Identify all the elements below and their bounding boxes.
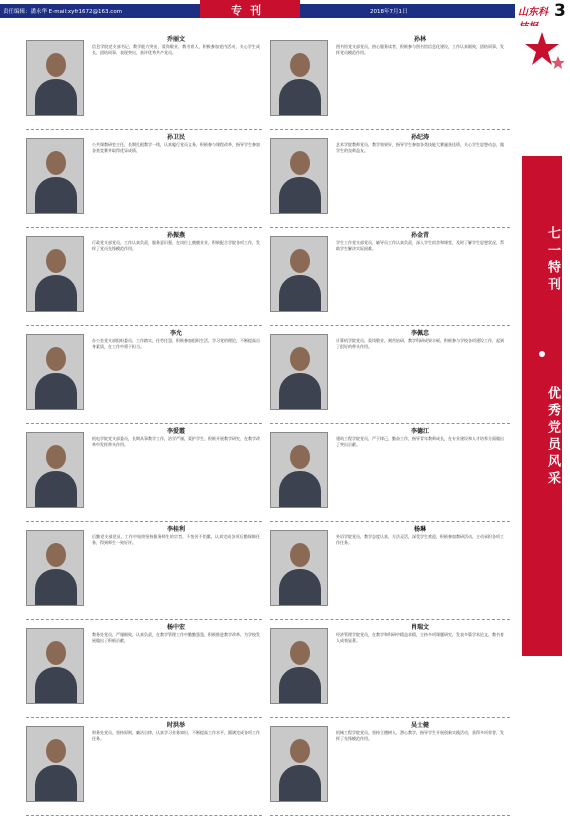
editor-info: 责任编辑：潘永华 E-mail:xyfr1672@163.com — [3, 9, 123, 15]
profile-bio: 建筑工程学院党员，严于律己，勤奋工作，指导青年教师成长，在专业建设和人才培养方面做出了突出贡献。 — [336, 436, 504, 448]
profile-bio: 计算机学院党员，爱岗敬业，刻苦钻研，教学科研成果丰硕，积极参与学校各项建设工作，起到了很好的带头作用。 — [336, 338, 504, 350]
profile-name: 孙纪涛 — [410, 134, 429, 141]
portrait-photo — [270, 138, 328, 214]
profile-card — [270, 718, 510, 816]
portrait-body — [279, 569, 321, 606]
portrait-photo — [26, 40, 84, 116]
portrait-head — [290, 347, 310, 371]
card-divider — [26, 815, 262, 816]
profile-name: 李桂利 — [166, 526, 185, 533]
profile-card — [26, 620, 262, 718]
profile-card — [270, 130, 510, 228]
profile-name: 杨中宏 — [166, 624, 185, 631]
profile-name: 孙振燕 — [166, 232, 185, 239]
portrait-head — [46, 53, 66, 77]
profile-name: 李德江 — [410, 428, 429, 435]
portrait-photo — [270, 334, 328, 410]
portrait-photo — [26, 334, 84, 410]
portrait-head — [290, 543, 310, 567]
portrait-body — [279, 765, 321, 802]
portrait-head — [290, 641, 310, 665]
profile-name: 李允 — [169, 330, 182, 337]
profile-bio: 机电学院党支部委员，长期从事教学工作，治学严谨，爱护学生，积极开展教学研究，在教学改革中发挥带头作用。 — [92, 436, 260, 448]
profile-name: 乔丽文 — [166, 36, 185, 43]
profile-bio: 财务处党员，坚持原则，廉洁自律，认真学习业务知识，不断提高工作水平，圆满完成各项工作任务。 — [92, 730, 260, 742]
portrait-head — [290, 445, 310, 469]
profile-card — [26, 424, 262, 522]
portrait-head — [46, 347, 66, 371]
portrait-photo — [26, 432, 84, 508]
portrait-body — [279, 471, 321, 508]
portrait-head — [46, 543, 66, 567]
portrait-body — [35, 765, 77, 802]
sidebar-title-band — [522, 156, 562, 656]
portrait-photo — [270, 432, 328, 508]
left-column — [26, 32, 262, 816]
portrait-photo — [270, 236, 328, 312]
card-divider — [270, 815, 510, 816]
profile-bio: 公共课教研室主任，长期扎根教学一线，认真履行党员义务，积极参与课程改革，指导学生参加各类竞赛并取得优异成绩。 — [92, 142, 260, 154]
portrait-photo — [270, 628, 328, 704]
portrait-body — [35, 79, 77, 116]
portrait-photo — [270, 40, 328, 116]
page-header — [0, 0, 570, 26]
issue-date: 2018年7月1日 — [370, 9, 408, 15]
portrait-head — [46, 739, 66, 763]
portrait-head — [46, 151, 66, 175]
portrait-body — [35, 471, 77, 508]
profile-name: 杨琳 — [413, 526, 426, 533]
profile-name: 李佩忠 — [410, 330, 429, 337]
portrait-photo — [270, 726, 328, 802]
portrait-body — [279, 373, 321, 410]
header-info-bar — [0, 4, 200, 18]
profile-card — [26, 718, 262, 816]
profile-bio: 艺术学院教师党员，教学效果好，指导学生参加各类技能大赛屡获佳绩，关心学生思想动态，做学生的良师益友。 — [336, 142, 504, 154]
profile-bio: 经济管理学院党员，在教学和科研中精益求精，主持多项课题研究，发表多篇学术论文，教书育人成效显著。 — [336, 632, 504, 644]
portrait-photo — [26, 726, 84, 802]
section-label: 专刊 — [231, 4, 269, 17]
profile-card — [270, 228, 510, 326]
profile-bio: 行政党支部党员，工作认真负责，服务意识强，在岗位上兢兢业业，积极配合学院各项工作，发挥了党员先锋模范作用。 — [92, 240, 260, 252]
profile-card — [26, 522, 262, 620]
portrait-body — [35, 667, 77, 704]
profile-bio: 图书馆党支部党员，热心服务读者，积极参与图书馆信息化建设，工作认真细致，团结同事，发挥党员模范作用。 — [336, 44, 504, 56]
section-label-box — [200, 0, 300, 18]
portrait-head — [290, 249, 310, 273]
title-separator-dot — [539, 351, 545, 357]
portrait-photo — [26, 530, 84, 606]
sidebar-subtitle: 优秀党员风采 — [545, 386, 560, 488]
profile-card — [270, 326, 510, 424]
portrait-body — [35, 275, 77, 312]
profile-card — [26, 228, 262, 326]
sidebar — [514, 26, 570, 820]
portrait-head — [290, 739, 310, 763]
profile-bio: 外语学院党员，教学态度认真，方法灵活，深受学生欢迎，积极参加教研活动，主动承担各项工作任务。 — [336, 534, 504, 546]
header-date-bar — [300, 4, 515, 18]
sidebar-title: 七一特刊 — [545, 226, 560, 294]
profile-card — [270, 620, 510, 718]
profile-card — [26, 130, 262, 228]
profile-bio: 办公室党支部组织委员，工作踏实，任劳任怨，积极参加组织生活，学习党的理论，不断提高自身素质，在工作中勇于担当。 — [92, 338, 260, 350]
profile-bio: 学生工作党支部党员，辅导员工作认真负责，深入学生宿舍和课堂，及时了解学生思想状况，帮助学生解决实际困难。 — [336, 240, 504, 252]
profile-name: 肖瑞文 — [410, 624, 429, 631]
portrait-body — [279, 275, 321, 312]
profile-name: 李爱霞 — [166, 428, 185, 435]
profile-name: 孙林 — [413, 36, 426, 43]
portrait-body — [279, 177, 321, 214]
profile-bio: 后勤党支部党员，工作中始终坚持服务师生的宗旨，不怕苦不怕累，认真完成各项后勤保障任务，得到师生一致好评。 — [92, 534, 260, 546]
portrait-head — [46, 641, 66, 665]
portrait-body — [35, 569, 77, 606]
profile-bio: 信息学院党支部书记，教学能力突出，爱岗敬业，教书育人，积极参加党内活动，关心学生成长，团结同事，表现突出，获评优秀共产党员。 — [92, 44, 260, 56]
portrait-photo — [26, 236, 84, 312]
profile-name: 孙金青 — [410, 232, 429, 239]
profile-card — [270, 522, 510, 620]
portrait-photo — [26, 138, 84, 214]
profile-card — [26, 32, 262, 130]
portrait-body — [35, 373, 77, 410]
profile-name: 时洪举 — [166, 722, 185, 729]
page-number: 3 — [554, 1, 566, 21]
profile-bio: 教务处党员，严谨细致，认真负责，在教学管理工作中勤勤恳恳，积极推进教学改革，为学校发展做出了积极贡献。 — [92, 632, 260, 644]
stars-icon — [520, 30, 564, 74]
portrait-head — [46, 249, 66, 273]
newspaper-logo: 山东科 — [518, 7, 548, 18]
portrait-photo — [26, 628, 84, 704]
portrait-head — [290, 53, 310, 77]
portrait-body — [279, 79, 321, 116]
portrait-head — [290, 151, 310, 175]
portrait-body — [35, 177, 77, 214]
portrait-body — [279, 667, 321, 704]
right-column — [270, 32, 510, 816]
profile-name: 孙卫民 — [166, 134, 185, 141]
profile-card — [26, 326, 262, 424]
profile-card — [270, 424, 510, 522]
profile-card — [270, 32, 510, 130]
portrait-head — [46, 445, 66, 469]
profile-bio: 机械工程学院党员，坚持立德树人，潜心教学，指导学生开展创新实践活动，获得多项荣誉，发挥了先锋模范作用。 — [336, 730, 504, 742]
profile-name: 吴士健 — [410, 722, 429, 729]
portrait-photo — [270, 530, 328, 606]
